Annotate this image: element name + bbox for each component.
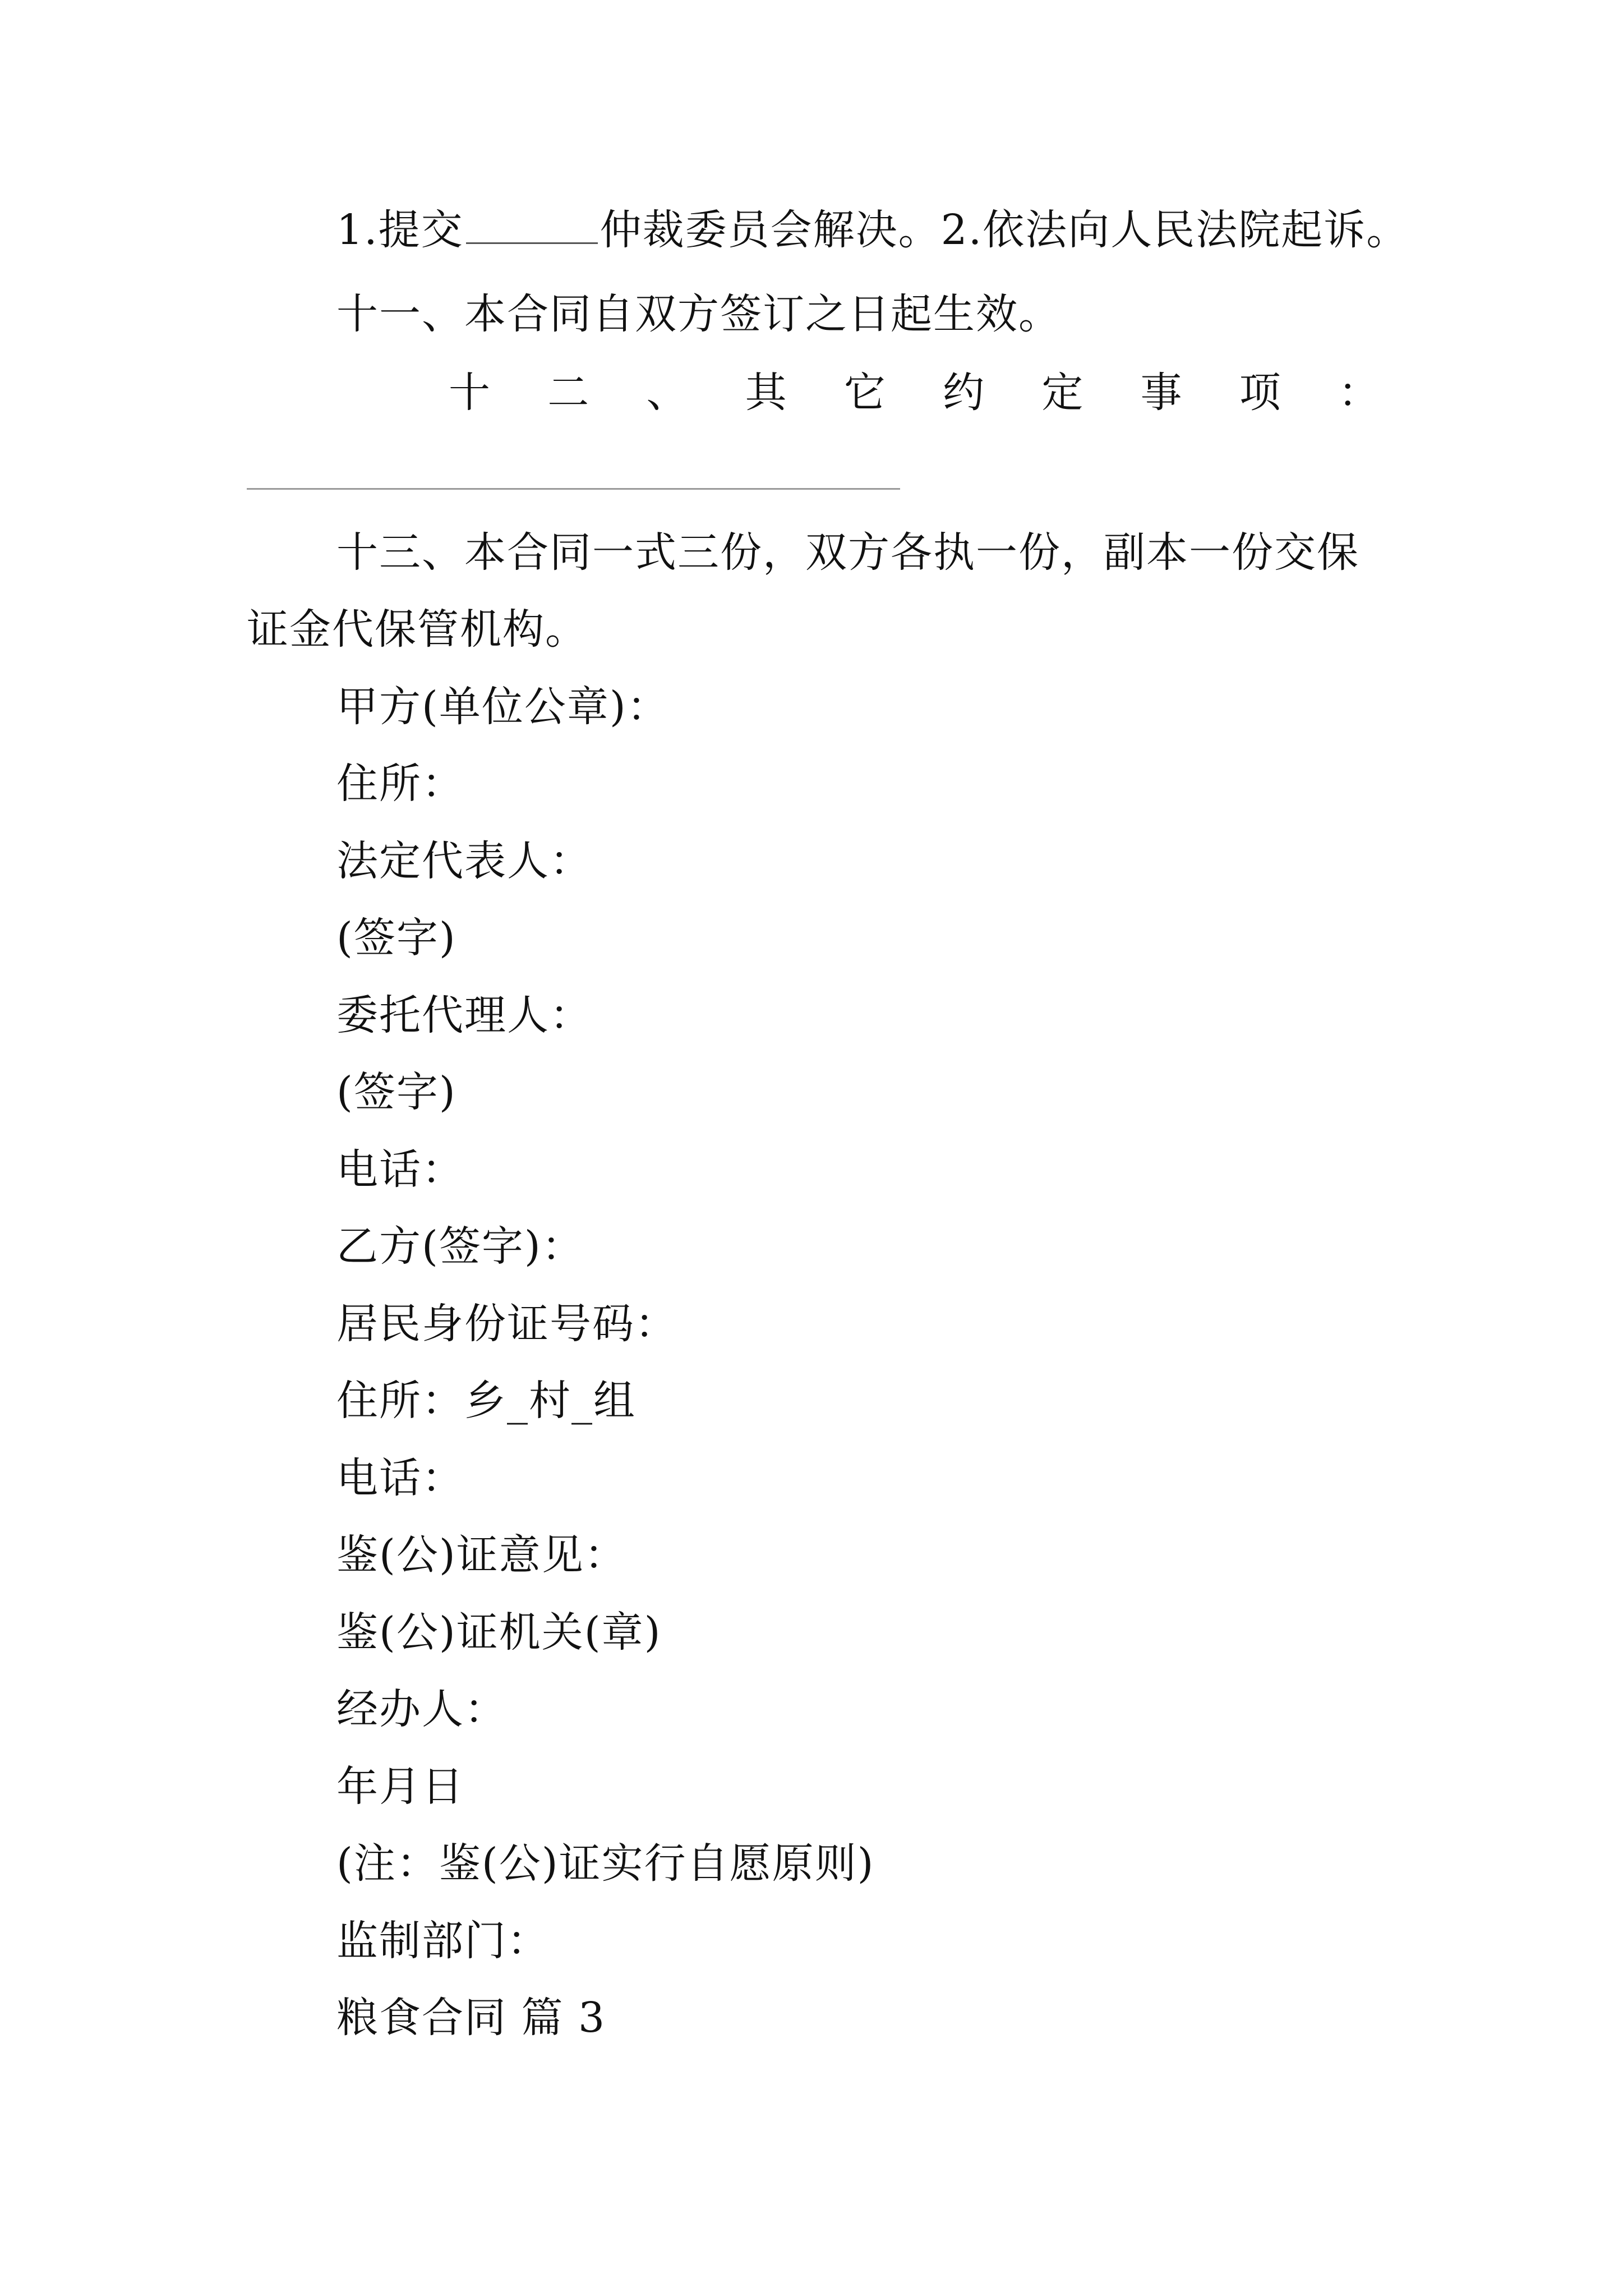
clause-12-char: 定 xyxy=(1041,369,1083,417)
option-1-prefix: 1.提交 xyxy=(336,206,464,254)
party-a-phone: 电话： xyxy=(336,1145,464,1194)
clause-12-char: ： xyxy=(1338,369,1380,417)
fill-in-blank xyxy=(466,209,598,244)
clause-13-line-2: 证金代保管机构。 xyxy=(247,605,588,654)
party-a-label: 甲方(单位公章)： xyxy=(336,683,670,731)
supervising-department: 监制部门： xyxy=(336,1917,550,1965)
clause-12-char: 约 xyxy=(943,369,985,417)
notary-office-seal: 鉴(公)证机关(章) xyxy=(336,1608,662,1657)
party-b-phone: 电话： xyxy=(336,1454,464,1502)
party-a-legal-rep: 法定代表人： xyxy=(336,837,592,885)
party-a-address: 住所： xyxy=(336,760,464,808)
clause-10-options xyxy=(336,202,1409,258)
section-heading: 粮食合同 篇 3 xyxy=(336,1994,606,2042)
party-b-label: 乙方(签字)： xyxy=(336,1222,584,1271)
handler: 经办人： xyxy=(336,1685,507,1733)
party-b-id-number: 居民身份证号码： xyxy=(336,1300,677,1348)
clause-12-heading xyxy=(247,365,1380,421)
clause-12-char: 项 xyxy=(1239,369,1281,417)
party-b-address: 住所：乡_村_组 xyxy=(336,1377,636,1425)
notary-opinion: 鉴(公)证意见： xyxy=(336,1531,627,1579)
party-a-signature-2: (签字) xyxy=(336,1068,457,1116)
party-a-agent: 委托代理人： xyxy=(336,991,592,1039)
clause-13-line-1: 十三、本合同一式三份，双方各执一份，副本一份交保 xyxy=(336,528,1359,577)
option-1-suffix: 仲裁委员会解决。2.依法向人民法院起诉。 xyxy=(600,206,1409,254)
clause-12-char: 十 xyxy=(449,369,490,417)
clause-12-char: 事 xyxy=(1140,369,1182,417)
clause-12-char: 它 xyxy=(843,369,886,417)
clause-12-char: 、 xyxy=(646,369,688,417)
date-line: 年月日 xyxy=(336,1763,464,1811)
notary-note: (注：鉴(公)证实行自愿原则) xyxy=(336,1839,875,1888)
party-a-signature-1: (签字) xyxy=(336,914,457,962)
clause-12-char: 其 xyxy=(745,369,787,417)
clause-12-char: 二 xyxy=(547,369,589,417)
fill-in-rule xyxy=(247,488,900,490)
clause-11: 十一、本合同自双方签订之日起生效。 xyxy=(336,290,1061,338)
